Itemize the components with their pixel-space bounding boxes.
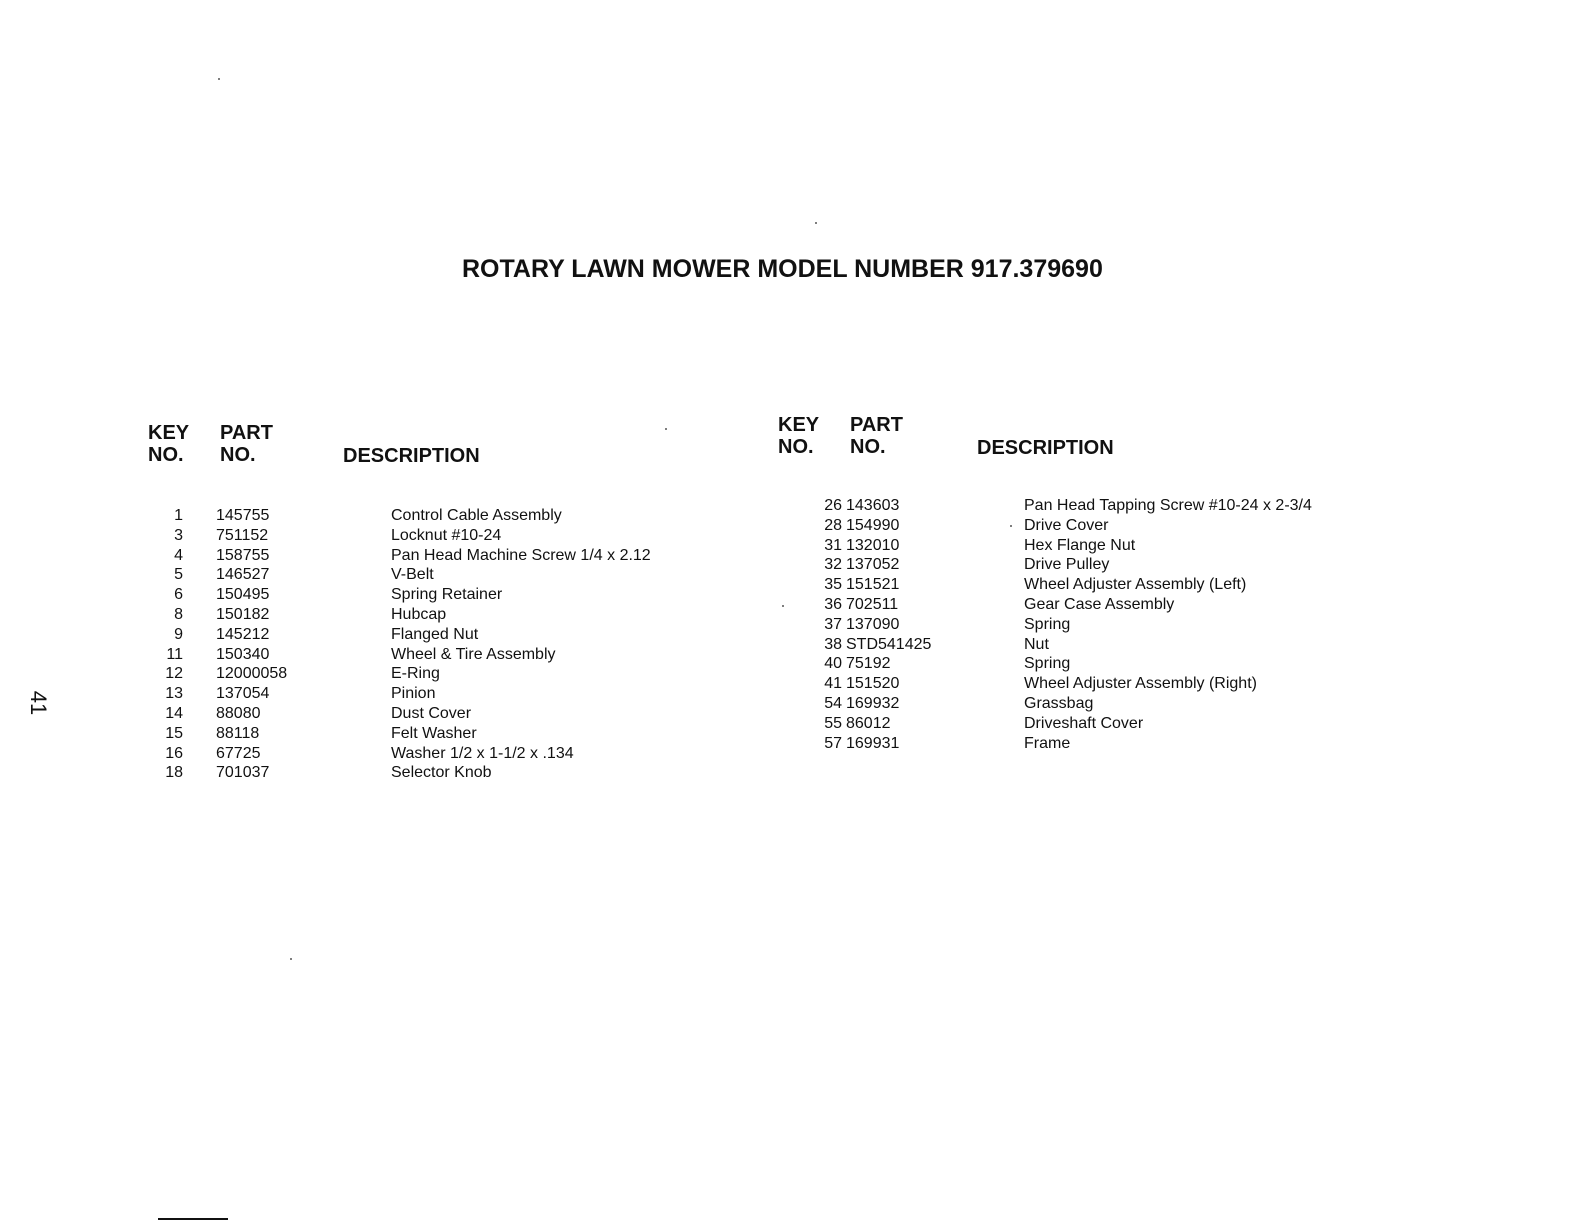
table-row xyxy=(0,516,1585,536)
table-row xyxy=(0,575,1585,595)
table-row xyxy=(0,654,1585,674)
part-number: 143603 xyxy=(846,497,900,514)
key-number: 16 xyxy=(165,744,183,762)
left-part-header-bottom: NO. xyxy=(220,444,256,466)
part-description: Driveshaft Cover xyxy=(1024,714,1144,732)
key-number: 28 xyxy=(824,516,842,534)
table-row xyxy=(0,595,1585,615)
part-number: 88118 xyxy=(216,724,260,742)
bottom-rule xyxy=(158,1218,228,1220)
key-number: 6 xyxy=(174,586,183,604)
key-number: 3 xyxy=(174,526,183,544)
page-title: ROTARY LAWN MOWER MODEL NUMBER 917.379690 xyxy=(462,255,1103,283)
part-number: 137090 xyxy=(846,615,900,633)
part-description: Pinion xyxy=(391,685,436,703)
left-key-header-bottom: NO. xyxy=(148,444,184,466)
key-number: 9 xyxy=(174,625,183,643)
key-number: 40 xyxy=(824,655,842,673)
key-number: 32 xyxy=(824,556,842,574)
part-description: Drive Pulley xyxy=(1024,556,1110,574)
key-number: 55 xyxy=(824,714,842,732)
key-number: 12 xyxy=(165,665,183,683)
key-number: 5 xyxy=(174,566,183,584)
part-description: Spring Retainer xyxy=(391,586,503,604)
key-number: 8 xyxy=(174,605,183,623)
left-key-header-top: KEY xyxy=(148,422,190,444)
key-number: 57 xyxy=(824,734,842,752)
key-number: 15 xyxy=(165,724,183,742)
key-number: 35 xyxy=(824,576,842,594)
part-description: Frame xyxy=(1024,734,1071,752)
table-row xyxy=(0,694,1585,714)
table-row xyxy=(0,615,1585,635)
part-description: Spring xyxy=(1024,655,1071,673)
part-description: Hubcap xyxy=(391,605,447,623)
parts-list-right xyxy=(0,496,1585,753)
scan-speck xyxy=(1010,525,1012,527)
key-number: 41 xyxy=(824,675,842,693)
part-number: 151521 xyxy=(846,576,900,594)
part-description: Pan Head Tapping Screw #10-24 x 2-3/4 xyxy=(1024,497,1312,514)
key-number: 37 xyxy=(824,615,842,633)
part-description: Flanged Nut xyxy=(391,625,479,643)
table-row xyxy=(0,674,1585,694)
part-description: Pan Head Machine Screw 1/4 x 2.12 xyxy=(391,546,651,564)
part-number: 67725 xyxy=(216,744,261,762)
table-row xyxy=(0,734,1585,754)
part-description: Grassbag xyxy=(1024,694,1094,712)
key-number: 11 xyxy=(166,645,183,663)
part-number: 75192 xyxy=(846,655,891,673)
part-description: Selector Knob xyxy=(391,764,492,782)
part-description: Dust Cover xyxy=(391,704,472,722)
part-description: Control Cable Assembly xyxy=(391,507,562,524)
page-number: 41 xyxy=(26,690,52,716)
part-description: Wheel Adjuster Assembly (Left) xyxy=(1024,576,1247,594)
part-number: 169931 xyxy=(846,734,900,752)
key-number: 54 xyxy=(824,694,842,712)
key-number: 31 xyxy=(824,536,842,554)
part-number: 150182 xyxy=(216,605,270,623)
key-number: 4 xyxy=(174,546,183,564)
right-part-header-top: PART xyxy=(850,414,903,436)
part-description: Hex Flange Nut xyxy=(1024,536,1136,554)
key-number: 1 xyxy=(174,507,183,524)
left-description-header: DESCRIPTION xyxy=(343,445,480,467)
table-row xyxy=(0,536,1585,556)
table-row xyxy=(0,714,1585,734)
part-description: Drive Cover xyxy=(1024,516,1109,534)
key-number: 38 xyxy=(824,635,842,653)
part-description: V-Belt xyxy=(391,566,434,584)
scan-speck xyxy=(290,958,292,960)
part-number: 150495 xyxy=(216,586,270,604)
part-description: Felt Washer xyxy=(391,724,477,742)
table-row xyxy=(0,635,1585,655)
table-row xyxy=(0,763,760,783)
right-key-header-bottom: NO. xyxy=(778,436,814,458)
part-number: 169932 xyxy=(846,694,900,712)
part-number: 88080 xyxy=(216,704,261,722)
part-number: 150340 xyxy=(216,645,270,663)
key-number: 26 xyxy=(824,497,842,514)
key-number: 18 xyxy=(165,764,183,782)
right-key-header-top: KEY xyxy=(778,414,820,436)
part-description: Wheel Adjuster Assembly (Right) xyxy=(1024,675,1257,693)
part-number: 151520 xyxy=(846,675,900,693)
part-number: 86012 xyxy=(846,714,891,732)
part-number: 701037 xyxy=(216,764,270,782)
key-number: 36 xyxy=(824,595,842,613)
part-description: Spring xyxy=(1024,615,1071,633)
table-row xyxy=(0,555,1585,575)
part-description: Nut xyxy=(1024,635,1049,653)
part-description: Washer 1/2 x 1-1/2 x .134 xyxy=(391,744,574,762)
part-number: 154990 xyxy=(846,516,900,534)
left-part-header-top: PART xyxy=(220,422,273,444)
scan-speck xyxy=(218,78,220,80)
key-number: 13 xyxy=(165,685,183,703)
right-part-header-bottom: NO. xyxy=(850,436,886,458)
part-description: Gear Case Assembly xyxy=(1024,595,1175,613)
part-number: 12000058 xyxy=(216,665,288,683)
part-number: 137052 xyxy=(846,556,900,574)
part-description: E-Ring xyxy=(391,665,440,683)
scan-speck xyxy=(782,605,784,607)
table-row xyxy=(0,496,1585,516)
part-number: 145212 xyxy=(216,625,270,643)
part-number: STD541425 xyxy=(846,635,932,653)
part-number: 137054 xyxy=(216,685,270,703)
part-number: 132010 xyxy=(846,536,900,554)
part-description: Locknut #10-24 xyxy=(391,526,502,544)
part-number: 702511 xyxy=(846,595,899,613)
part-description: Wheel & Tire Assembly xyxy=(391,645,556,663)
part-number: 146527 xyxy=(216,566,270,584)
key-number: 14 xyxy=(165,704,183,722)
scan-speck xyxy=(665,428,667,430)
scan-speck xyxy=(815,222,817,224)
right-description-header: DESCRIPTION xyxy=(977,437,1114,459)
part-number: 158755 xyxy=(216,546,270,564)
part-number: 751152 xyxy=(216,526,269,544)
part-number: 145755 xyxy=(216,507,270,524)
